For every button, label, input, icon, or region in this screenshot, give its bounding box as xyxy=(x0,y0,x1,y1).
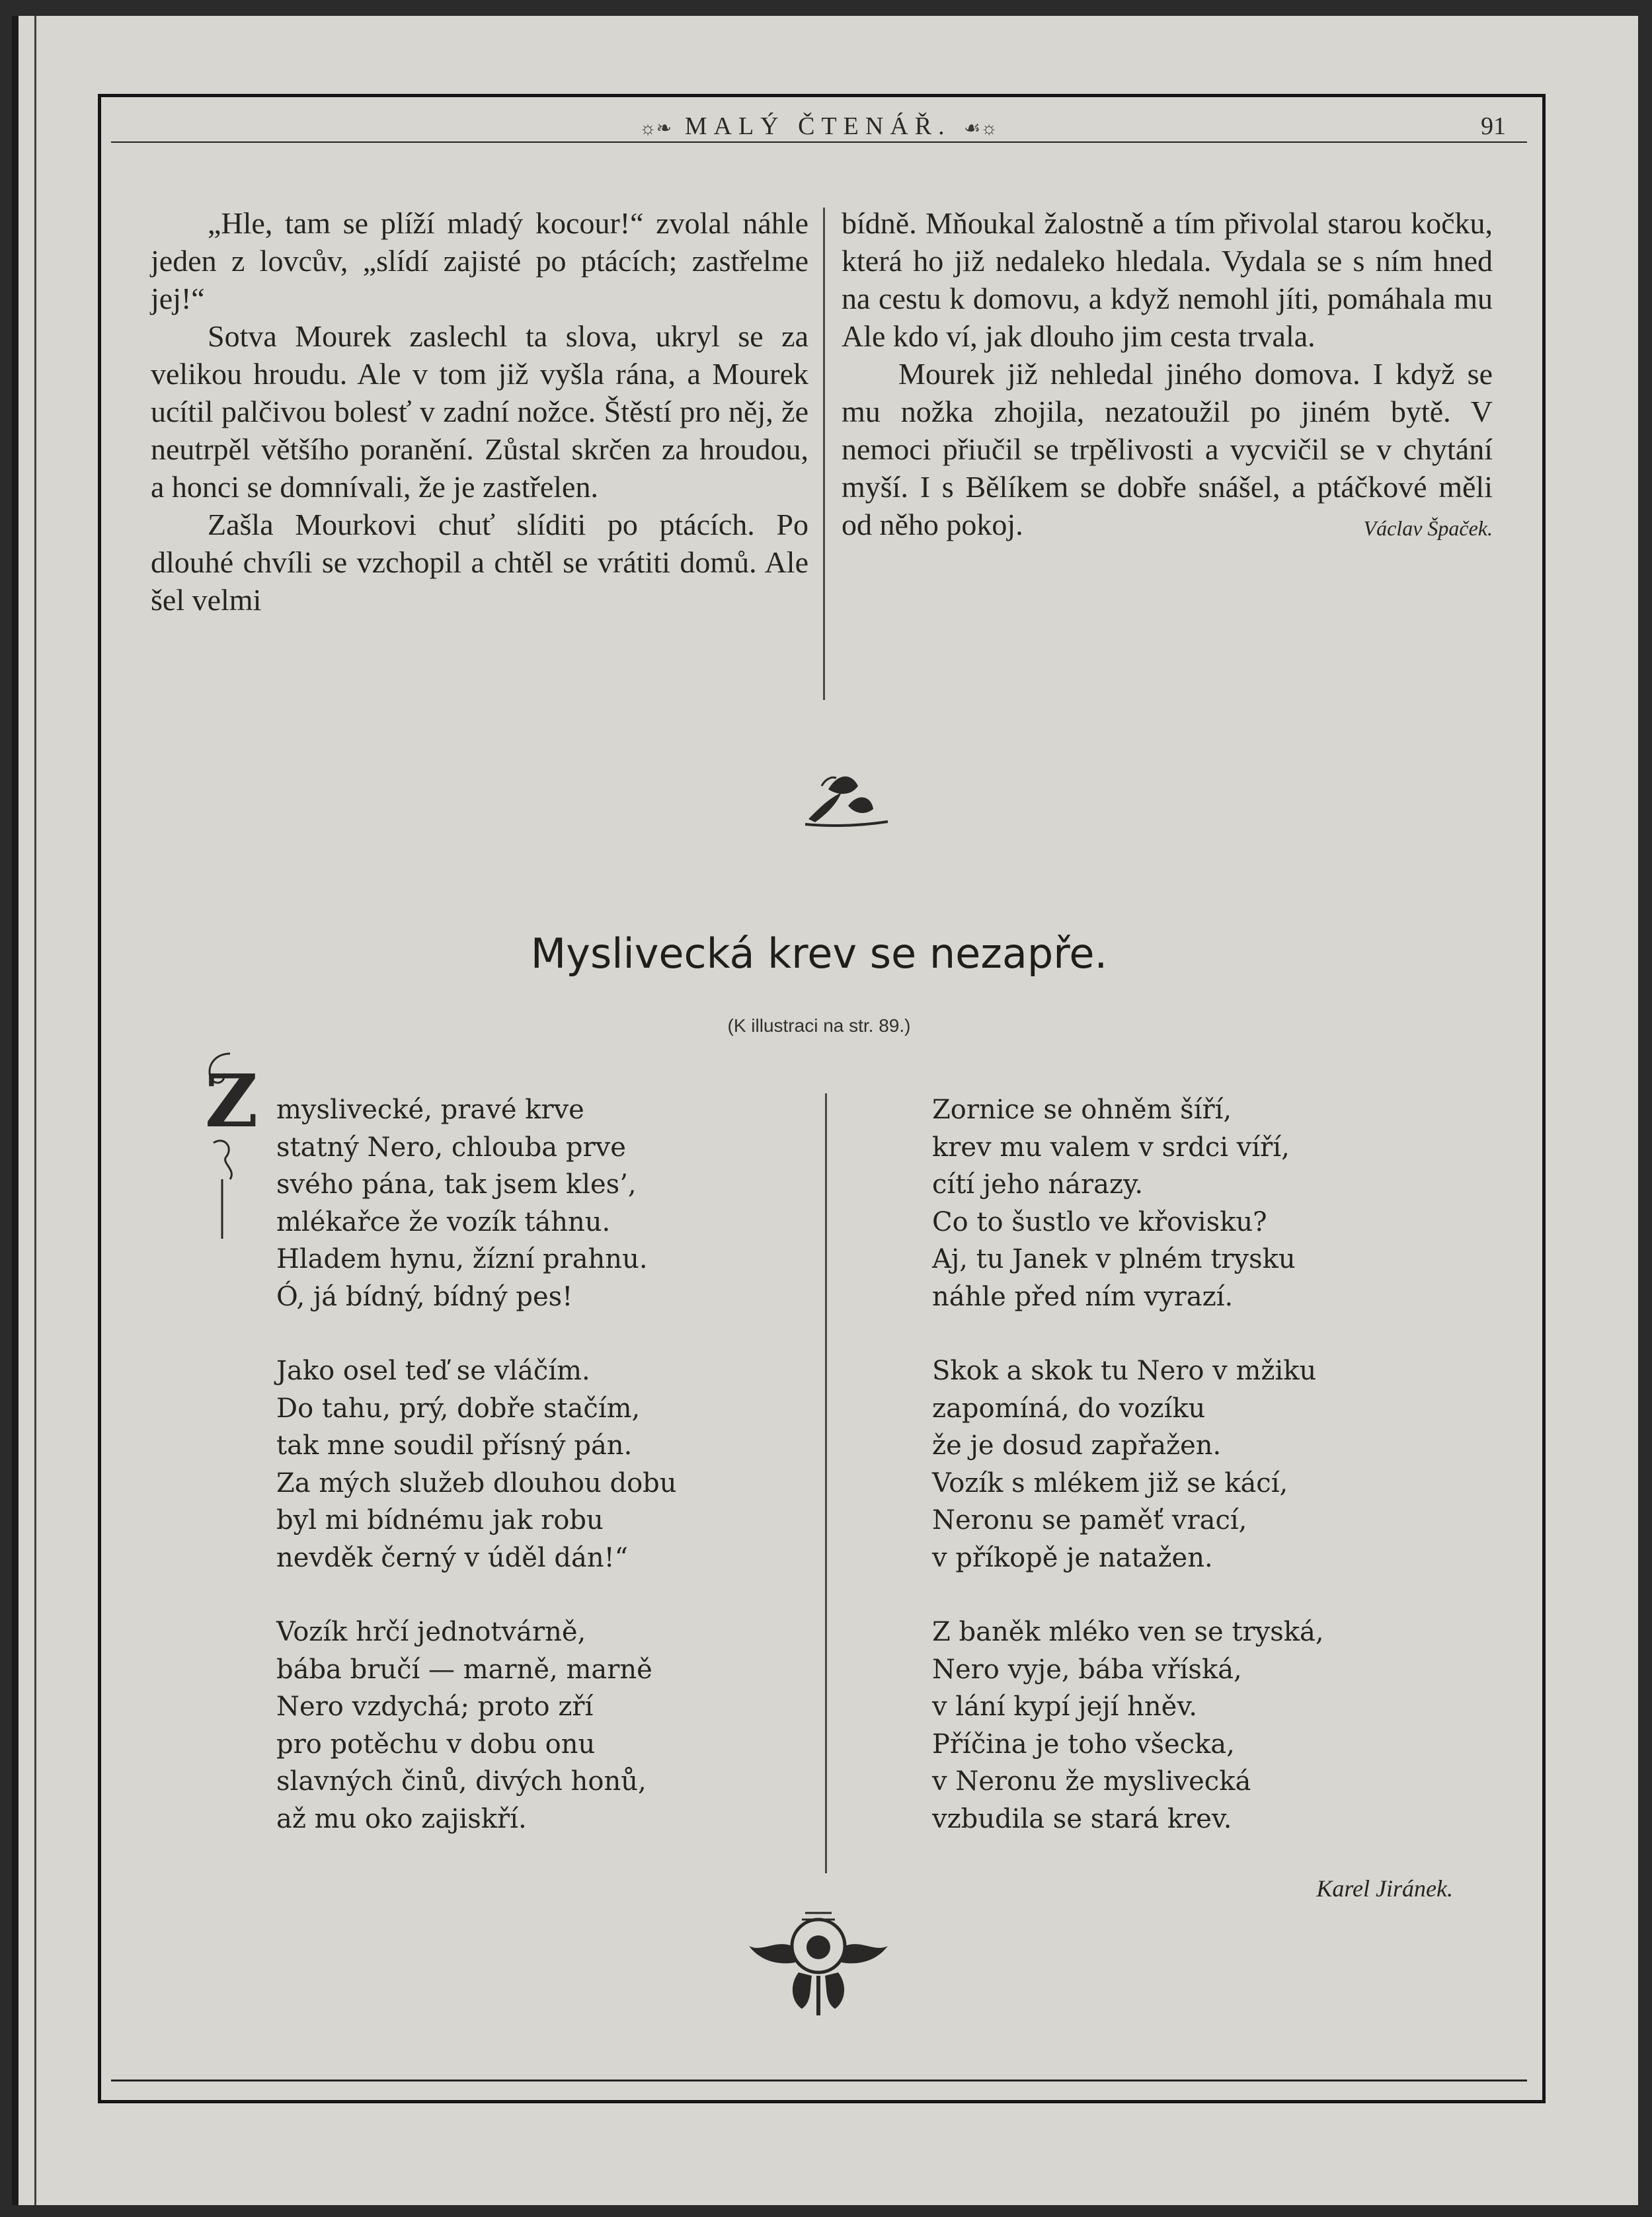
stanza xyxy=(932,1091,1474,1315)
leaf-ornament-icon xyxy=(795,766,894,839)
poem-author-signature: Karel Jiránek. xyxy=(1316,1875,1453,1902)
poem-line: Hladem hynu, žízní prahnu. xyxy=(276,1244,648,1274)
prose-column-left xyxy=(151,204,808,619)
poem-line: Z baněk mléko ven se tryská, xyxy=(932,1617,1324,1647)
poem-line: Neronu se paměť vrací, xyxy=(932,1505,1247,1536)
stanza xyxy=(932,1352,1474,1576)
poem-line: v příkopě je natažen. xyxy=(932,1542,1213,1573)
poem-column-left xyxy=(276,1091,805,1875)
poem-title: Myslivecká krev se nezapře. xyxy=(530,929,1108,978)
poem-column-right xyxy=(932,1091,1474,1875)
journal-title: MALÝ ČTENÁŘ. xyxy=(684,112,951,140)
prose-column-right xyxy=(842,204,1493,547)
poem-line: statný Nero, chlouba prve xyxy=(276,1132,626,1163)
stanza xyxy=(276,1614,805,1838)
stanza xyxy=(932,1614,1474,1838)
paragraph-text: Mourek již nehledal jiného domova. I když se mu nožka zhojila, nezatoužil po jiném bytě. V nemoci přiučil se trpělivosti a vycvičil se v chytání myší. I s Bělíkem se dobře snášel, a ptáčkové měli od něho pokoj. xyxy=(842,357,1493,541)
poem-line: mlékařce že vozík táhnu. xyxy=(276,1206,611,1237)
drop-cap-initial xyxy=(190,1047,270,1245)
poem-line: Vozík hrčí jednotvárně, xyxy=(276,1617,586,1647)
poem-line: pro potěchu v dobu onu xyxy=(276,1729,596,1760)
poem-subtitle: (K illustraci na str. 89.) xyxy=(727,1015,911,1036)
binding-line xyxy=(34,16,36,2205)
poem-line: Příčina je toho všecka, xyxy=(932,1729,1235,1760)
poem-line: zapomíná, do vozíku xyxy=(932,1393,1206,1424)
poem-line: nevděk černý v úděl dán!“ xyxy=(276,1542,629,1573)
poem-line: svého pána, tak jsem kles’, xyxy=(276,1169,637,1200)
paragraph: Zašla Mourkovi chuť slíditi po ptácích. Po dlouhé chvíli se vzchopil a chtěl se vrátiti domů. Ale šel velmi xyxy=(151,508,808,617)
book-page xyxy=(12,16,1638,2205)
poem-line: cítí jeho nárazy. xyxy=(932,1169,1144,1200)
header-title-block xyxy=(111,112,1526,141)
poem-line: slavných činů, divých honů, xyxy=(276,1766,647,1797)
poem-line: až mu oko zajiskří. xyxy=(276,1803,527,1834)
poem-line: byl mi bídnému jak robu xyxy=(276,1505,604,1536)
header-ornament-left-icon: ☼❧ xyxy=(639,118,672,139)
column-divider xyxy=(823,208,825,700)
paragraph: bídně. Mňoukal žalostně a tím přivolal starou kočku, která ho již nedaleko hledala. Vydala se s ním hned na cestu k domovu, a když nemohl jíti, pomáhala mu Ale kdo ví, jak dlouho jim cesta trvala. xyxy=(842,206,1493,353)
poem-line: Skok a skok tu Nero v mžiku xyxy=(932,1356,1317,1386)
poem-line: Do tahu, prý, dobře stačím, xyxy=(276,1393,641,1424)
paragraph: „Hle, tam se plíží mladý kocour!“ zvolal náhle jeden z lovcův, „slídí zajisté po ptácích; zastřelme jej!“ xyxy=(151,206,808,315)
running-header xyxy=(111,112,1526,141)
page-number: 91 xyxy=(1481,112,1506,140)
poem-line: Jako osel teď se vláčím. xyxy=(276,1356,590,1386)
poem-line: Zornice se ohněm šíří, xyxy=(932,1095,1232,1125)
paragraph xyxy=(842,355,1493,543)
poem-line: že je dosud zapřažen. xyxy=(932,1430,1222,1461)
poem-line: Ó, já bídný, bídný pes! xyxy=(276,1281,573,1312)
paragraph: Sotva Mourek zaslechl ta slova, ukryl se za velikou hroudu. Ale v tom již vyšla rána, a Mourek ucítil palčivou bolesť v zadní nožce. Štěstí pro něj, že neutrpěl většího poranění. Zůstal skrčen za hroudou, a honci se domnívali, že je zastřelen. xyxy=(151,319,808,504)
stanza xyxy=(276,1352,805,1576)
poem-column-divider xyxy=(825,1093,827,1873)
poem-line: krev mu valem v srdci víří, xyxy=(932,1132,1290,1163)
poem-line: v lání kypí její hněv. xyxy=(932,1692,1197,1722)
poem-line: v Neronu že myslivecká xyxy=(932,1766,1251,1797)
poem-line: náhle před ním vyrazí. xyxy=(932,1281,1234,1312)
tailpiece-ornament-icon xyxy=(736,1906,901,2019)
poem-line: Za mých služeb dlouhou dobu xyxy=(276,1467,677,1498)
author-signature: Václav Špaček. xyxy=(1363,516,1493,540)
header-ornament-right-icon: ☙☼ xyxy=(964,118,998,139)
poem-line: myslivecké, pravé krve xyxy=(276,1095,584,1125)
poem-line: Co to šustlo ve křovisku? xyxy=(932,1206,1267,1237)
poem-line: Aj, tu Janek v plném trysku xyxy=(932,1244,1296,1274)
binding-edge xyxy=(12,16,19,2205)
poem-line: Nero vyje, bába vříská, xyxy=(932,1654,1242,1685)
poem-line: vzbudila se stará krev. xyxy=(932,1803,1232,1834)
stanza xyxy=(276,1091,805,1315)
drop-cap-letter: Z xyxy=(205,1058,258,1144)
poem-line: Vozík s mlékem již se kácí, xyxy=(932,1467,1288,1498)
poem-line: Nero vzdychá; proto zří xyxy=(276,1692,594,1722)
poem-line: bába bručí — marně, marně xyxy=(276,1654,652,1685)
poem-line: tak mne soudil přísný pán. xyxy=(276,1430,633,1461)
